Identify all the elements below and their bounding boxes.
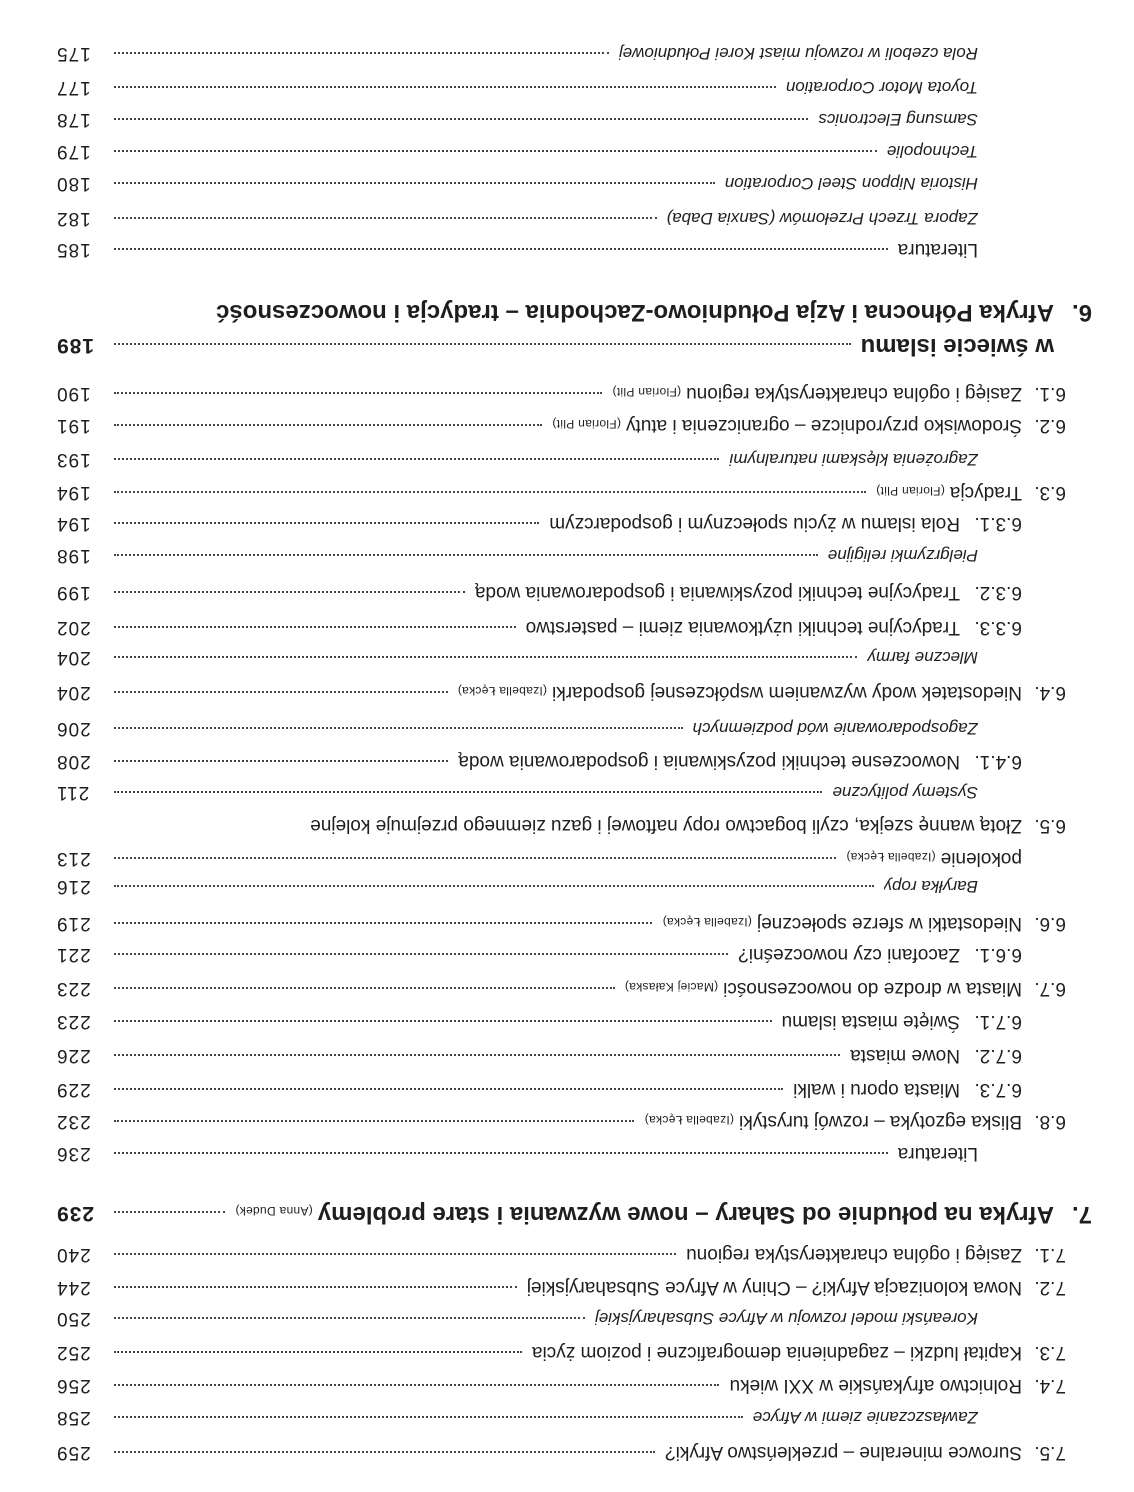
toc-entry-number: 6.7.3. bbox=[974, 1079, 1022, 1100]
toc-entry bbox=[56, 479, 1066, 504]
dot-leader bbox=[114, 522, 539, 524]
toc-entry bbox=[56, 910, 1066, 935]
toc-entry bbox=[56, 1043, 1022, 1067]
toc-entry bbox=[56, 41, 978, 65]
dot-leader bbox=[114, 1152, 888, 1154]
toc-entry bbox=[56, 874, 978, 898]
dot-leader bbox=[114, 1054, 840, 1056]
dot-leader bbox=[114, 118, 808, 120]
dot-leader bbox=[114, 1451, 655, 1453]
toc-entry bbox=[56, 297, 1092, 327]
toc-entry bbox=[56, 171, 978, 195]
toc-entry-title: Rola islamu w życiu społecznym i gospodarczym bbox=[549, 513, 960, 534]
dot-leader bbox=[114, 1416, 743, 1418]
toc-entry-title: Złotą wannę szejka, czyli bogactwo ropy naftowej i gazu ziemnego przejmuje kolejne bbox=[310, 815, 1022, 836]
toc-entry-number: 6.3. bbox=[1034, 482, 1066, 503]
toc-entry bbox=[56, 1242, 1066, 1266]
toc-entry-title: Kapitał ludzki – zagadnienia demograficzne i poziom życia bbox=[531, 1342, 1022, 1363]
toc-entry-author: (Florian Plit) bbox=[612, 385, 682, 399]
toc-entry-title: Zagrożenia klęskami naturalnymi bbox=[729, 450, 978, 469]
toc-entry-page: 213 bbox=[56, 848, 91, 869]
dot-leader bbox=[114, 1351, 522, 1353]
toc-entry bbox=[56, 1009, 1022, 1033]
toc-entry-page: 194 bbox=[56, 482, 91, 503]
dot-leader bbox=[114, 248, 888, 250]
toc-entry-page: 175 bbox=[56, 43, 91, 64]
toc-entry bbox=[56, 1141, 978, 1165]
toc-entry-page: 258 bbox=[56, 1407, 91, 1428]
dot-leader bbox=[114, 691, 448, 693]
toc-entry-page: 239 bbox=[56, 1202, 95, 1225]
toc-entry-number: 6.2. bbox=[1034, 415, 1066, 436]
toc-entry-number: 7.3. bbox=[1034, 1342, 1066, 1363]
dot-leader bbox=[114, 591, 465, 593]
toc-entry-page: 223 bbox=[56, 978, 91, 999]
toc-entry-author: (Izabella Łęcka) bbox=[644, 1113, 734, 1127]
toc-entry bbox=[56, 1306, 978, 1330]
toc-entry bbox=[56, 1275, 1066, 1299]
toc-entry-number: 6. bbox=[1071, 299, 1092, 326]
toc-entry-title: Zagospodarowanie wód podziemnych bbox=[692, 719, 978, 738]
dot-leader bbox=[114, 424, 542, 426]
toc-entry-title: Bliska egzotyka – rozwój turystyki bbox=[739, 1111, 1022, 1132]
toc-entry-title: Koreański model rozwoju w Afryce Subsaharyjskiej bbox=[595, 1309, 978, 1328]
toc-entry-number: 6.3.1. bbox=[974, 513, 1022, 534]
toc-entry-title: Historia Nippon Steel Corporation bbox=[724, 174, 978, 193]
toc-entry-title: Miasta oporu i walki bbox=[793, 1079, 960, 1100]
toc-entry-author: (Anna Dudek) bbox=[235, 1204, 313, 1218]
toc-entry bbox=[56, 615, 1022, 639]
toc-entry bbox=[56, 580, 1022, 604]
toc-entry-page: 206 bbox=[56, 718, 91, 739]
toc-entry-number: 6.1. bbox=[1034, 383, 1066, 404]
toc-entry bbox=[56, 1440, 1066, 1464]
toc-entry-title: Rolnictwo afrykańskie w XXI wieku bbox=[729, 1375, 1022, 1396]
toc-entry-title: Technopolie bbox=[886, 142, 978, 161]
toc-entry-title: Toyota Motor Corporation bbox=[785, 78, 978, 97]
dot-leader bbox=[114, 656, 857, 658]
dot-leader bbox=[114, 217, 657, 219]
toc-entry-page: 256 bbox=[56, 1375, 91, 1396]
toc-entry-page: 223 bbox=[56, 1011, 91, 1032]
dot-leader bbox=[114, 1253, 676, 1255]
toc-entry-title: Literatura bbox=[897, 1143, 978, 1164]
dot-leader bbox=[114, 1120, 634, 1122]
toc-entry bbox=[56, 813, 1066, 837]
toc-entry-page: 198 bbox=[56, 545, 91, 566]
dot-leader bbox=[114, 791, 823, 793]
toc-entry-page: 259 bbox=[56, 1442, 91, 1463]
toc-entry-page: 177 bbox=[56, 77, 91, 98]
toc-entry bbox=[56, 107, 978, 131]
toc-entry-author: (Izabella Łęcka) bbox=[846, 850, 936, 864]
toc-entry-title: Afryka na południe od Sahary – nowe wyzwania i stare problemy bbox=[317, 1201, 1054, 1228]
toc-entry-page: 185 bbox=[56, 239, 91, 260]
toc-entry-title: Zapora Trzech Przełomów (Sanxia Daba) bbox=[666, 209, 978, 228]
toc-entry bbox=[56, 749, 1022, 773]
toc-entry bbox=[56, 139, 978, 163]
toc-entry-author: (Izabella Łęcka) bbox=[457, 684, 548, 698]
toc-entry-page: 216 bbox=[56, 876, 91, 897]
toc-entry bbox=[56, 447, 978, 471]
dot-leader bbox=[114, 343, 851, 345]
toc-entry-title: Systemy polityczne bbox=[832, 783, 978, 802]
toc-entry-number: 7.5. bbox=[1034, 1442, 1066, 1463]
toc-entry-page: 211 bbox=[56, 782, 90, 803]
dot-leader bbox=[114, 491, 866, 493]
dot-leader bbox=[114, 885, 874, 887]
toc-entry-number: 6.4. bbox=[1034, 682, 1066, 703]
dot-leader bbox=[114, 52, 609, 54]
toc-entry-title: Afryka Północna i Azja Południowo-Zachodnia – tradycja i nowoczesność bbox=[216, 299, 1054, 326]
toc-entry-title: Środowisko przyrodnicze – ograniczenia i atuty bbox=[625, 415, 1022, 436]
toc-entry-number: 6.4.1. bbox=[974, 751, 1022, 772]
toc-entry-title: Nowa kolonizacja Afryki? – Chiny w Afryce Subsaharyjskiej bbox=[526, 1277, 1022, 1298]
toc-entry bbox=[56, 1196, 1092, 1229]
toc-entry-title: Samsung Electronics bbox=[818, 110, 978, 129]
toc-entry bbox=[56, 1340, 1066, 1364]
toc-entry bbox=[56, 1108, 1066, 1133]
dot-leader bbox=[114, 1088, 783, 1090]
toc-entry bbox=[56, 645, 978, 669]
toc-entry-page: 190 bbox=[56, 383, 91, 404]
toc-entry-title: pokolenie bbox=[940, 848, 1022, 869]
dot-leader bbox=[114, 922, 652, 924]
toc-entry-number: 6.7.1. bbox=[974, 1011, 1022, 1032]
toc-entry-page: 189 bbox=[56, 334, 95, 357]
dot-leader bbox=[114, 1286, 517, 1288]
dot-leader bbox=[114, 458, 720, 460]
dot-leader bbox=[114, 953, 728, 955]
toc-entry bbox=[56, 1373, 1066, 1397]
dot-leader bbox=[114, 727, 683, 729]
toc-entry-page: 191 bbox=[56, 415, 91, 436]
toc-entry-page: 219 bbox=[56, 913, 91, 934]
toc-entry-title: Zasięg i ogólna charakterystyka regionu bbox=[686, 1244, 1022, 1265]
dot-leader bbox=[114, 86, 776, 88]
dot-leader bbox=[114, 1384, 720, 1386]
toc-entry-title: Niedostatek wody wyzwaniem współczesnej gospodarki bbox=[552, 682, 1022, 703]
toc-entry-title: Nowoczesne techniki pozyskiwania i gospodarowania wodą bbox=[458, 751, 960, 772]
toc-entry-number: 6.3.3. bbox=[974, 617, 1022, 638]
toc-entry-page: 193 bbox=[56, 449, 91, 470]
toc-entry bbox=[56, 75, 978, 99]
toc-entry-author: (Izabella Łęcka) bbox=[662, 915, 752, 929]
toc-entry-number: 6.6. bbox=[1034, 913, 1066, 934]
toc-entry bbox=[56, 845, 1022, 870]
dot-leader bbox=[114, 1211, 225, 1213]
toc-entry bbox=[56, 780, 978, 804]
toc-entry-title: Surowce mineralne – przekleństwo Afryki? bbox=[665, 1442, 1022, 1463]
toc-entry-title: Zasięg i ogólna charakterystyka regionu bbox=[686, 383, 1022, 404]
dot-leader bbox=[114, 182, 715, 184]
toc-entry bbox=[56, 543, 978, 567]
toc-entry-author: (Florian Plit) bbox=[875, 484, 945, 498]
toc-entry-page: 204 bbox=[56, 682, 91, 703]
toc-entry-title: Miasta w drodze do nowoczesności bbox=[723, 978, 1022, 999]
toc-entry-page: 250 bbox=[56, 1308, 91, 1329]
toc-entry-page: 221 bbox=[56, 944, 91, 965]
toc-entry-title: Pielgrzymki religijne bbox=[827, 546, 978, 565]
toc-entry-title: Zawłaszczanie ziemi w Afryce bbox=[752, 1408, 978, 1427]
toc-entry bbox=[56, 1405, 978, 1429]
toc-entry-number: 6.8. bbox=[1034, 1111, 1066, 1132]
toc-entry bbox=[56, 380, 1066, 405]
toc-entry-page: 182 bbox=[56, 208, 91, 229]
toc-entry-number: 7.2. bbox=[1034, 1277, 1066, 1298]
toc-entry-title: Święte miasta islamu bbox=[781, 1011, 960, 1032]
dot-leader bbox=[114, 857, 836, 859]
toc-entry-page: 179 bbox=[56, 141, 91, 162]
toc-entry-number: 6.6.1. bbox=[974, 944, 1022, 965]
toc-entry-page: 236 bbox=[56, 1143, 91, 1164]
toc-entry-author: (Florian Plit) bbox=[552, 417, 621, 431]
toc-entry-page: 229 bbox=[56, 1079, 91, 1100]
toc-entry bbox=[56, 942, 1022, 966]
toc-entry-page: 232 bbox=[56, 1111, 91, 1132]
toc-entry bbox=[56, 330, 1054, 361]
toc-entry-number: 6.7.2. bbox=[974, 1045, 1022, 1066]
toc-entry-page: 244 bbox=[56, 1277, 91, 1298]
toc-entry bbox=[56, 412, 1066, 437]
toc-entry-page: 208 bbox=[56, 751, 91, 772]
toc-entry-page: 180 bbox=[56, 173, 91, 194]
toc-entry-title: Nowe miasta bbox=[850, 1045, 960, 1066]
toc-entry-title: Baryłka ropy bbox=[883, 877, 978, 896]
toc-entry bbox=[56, 679, 1066, 704]
toc-entry-number: 7. bbox=[1071, 1201, 1092, 1228]
toc-entry-title: Literatura bbox=[897, 239, 978, 260]
toc-entry-page: 240 bbox=[56, 1244, 91, 1265]
dot-leader bbox=[114, 554, 818, 556]
dot-leader bbox=[114, 987, 615, 989]
toc-entry-number: 6.7. bbox=[1034, 978, 1066, 999]
toc-entry bbox=[56, 237, 978, 261]
toc-entry-page: 204 bbox=[56, 647, 91, 668]
dot-leader bbox=[114, 626, 516, 628]
toc-entry-page: 178 bbox=[56, 109, 91, 130]
toc-entry-title: Tradycyjne techniki pozyskiwania i gospodarowania wodą bbox=[474, 582, 960, 603]
toc-entry-title: Tradycyjne techniki użytkowania ziemi – pasterstwo bbox=[525, 617, 960, 638]
toc-entry-number: 7.4. bbox=[1034, 1375, 1066, 1396]
toc-entry-page: 194 bbox=[56, 513, 91, 534]
toc-entry-title: Rola czeboli w rozwoju miast Korei Południowej bbox=[618, 44, 978, 63]
toc-entry-number: 6.5. bbox=[1034, 815, 1066, 836]
toc-entry-page: 202 bbox=[56, 617, 91, 638]
toc-entry bbox=[56, 975, 1066, 1000]
toc-entry bbox=[56, 1077, 1022, 1101]
dot-leader bbox=[114, 1317, 585, 1319]
dot-leader bbox=[114, 760, 448, 762]
toc-entry-number: 6.3.2. bbox=[974, 582, 1022, 603]
toc-entry-number: 7.1. bbox=[1034, 1244, 1066, 1265]
dot-leader bbox=[114, 392, 602, 394]
toc-entry bbox=[56, 511, 1022, 535]
toc-entry-page: 252 bbox=[56, 1342, 91, 1363]
toc-entry-page: 226 bbox=[56, 1045, 91, 1066]
toc-entry-title: Zacofani czy nowocześni? bbox=[738, 944, 960, 965]
toc-entry-title: Mleczne farmy bbox=[867, 648, 978, 667]
toc-entry bbox=[56, 206, 978, 230]
toc-entry-title: Tradycja bbox=[949, 482, 1022, 503]
dot-leader bbox=[114, 150, 877, 152]
toc-entry-author: (Maciej Kałaska) bbox=[624, 980, 719, 994]
toc-entry-page: 199 bbox=[56, 582, 91, 603]
toc-entry bbox=[56, 716, 978, 740]
toc-entry-title: Niedostatki w sferze społecznej bbox=[756, 913, 1022, 934]
toc-entry-title: w świecie islamu bbox=[860, 333, 1054, 360]
dot-leader bbox=[114, 1020, 772, 1022]
